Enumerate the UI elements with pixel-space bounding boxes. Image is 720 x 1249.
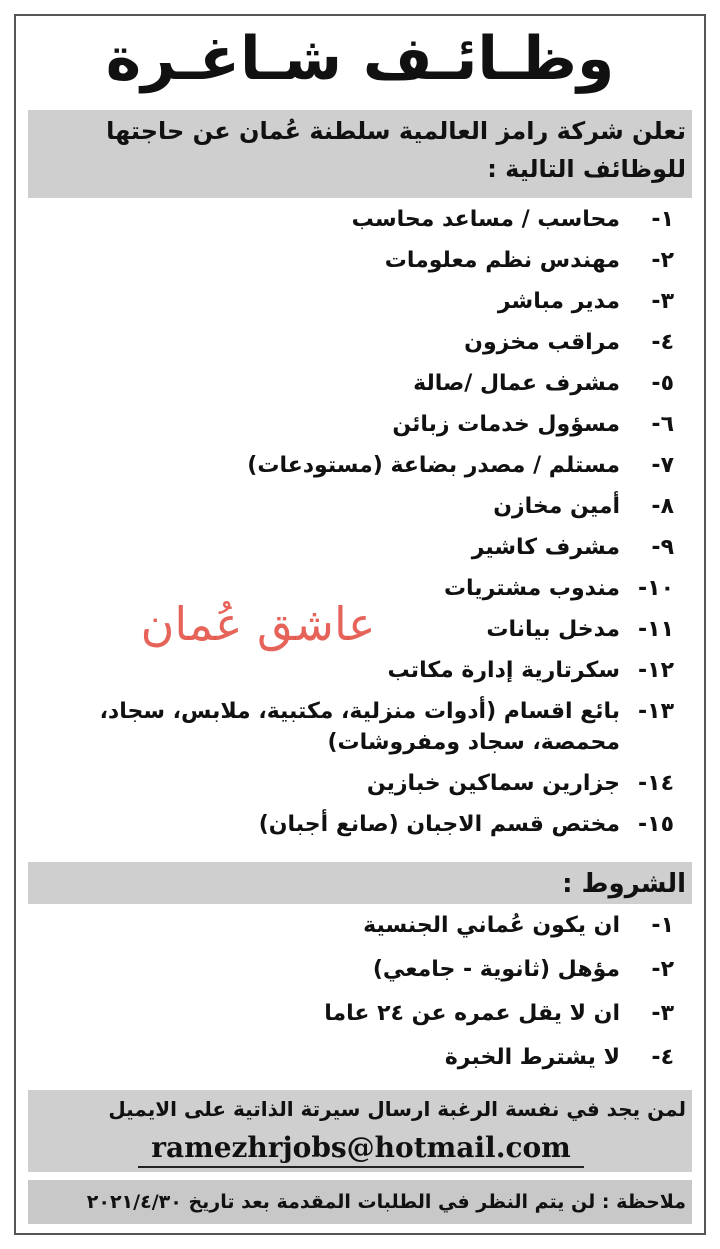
job-title: مشرف كاشير: [471, 535, 620, 560]
job-number: ١٠-: [638, 576, 674, 601]
condition-text: مؤهل (ثانوية - جامعي): [372, 957, 620, 982]
condition-text: لا يشترط الخبرة: [444, 1045, 620, 1070]
condition-text: ان يكون عُماني الجنسية: [363, 913, 620, 938]
job-number: ١-: [651, 207, 674, 232]
job-title: جزارين سماكين خبازين: [366, 771, 620, 796]
condition-item: [30, 954, 680, 985]
email-link[interactable]: ramezhrjobs@hotmail.com: [151, 1131, 571, 1164]
job-number: ٢-: [651, 248, 674, 273]
job-number: ٦-: [651, 412, 674, 437]
job-number: ٨-: [651, 494, 674, 519]
job-number: ٥-: [651, 371, 674, 396]
condition-item: [30, 998, 680, 1029]
job-title: مندوب مشتريات: [443, 576, 620, 601]
job-number: ٩-: [651, 535, 674, 560]
job-item: [30, 696, 680, 758]
job-number: ٤-: [651, 330, 674, 355]
job-number: ١٢-: [638, 658, 674, 683]
job-item: [30, 450, 680, 481]
job-number: ١١-: [638, 617, 674, 642]
watermark-text: عاشق عُمان: [140, 597, 376, 651]
job-number: ١٥-: [638, 812, 674, 837]
job-item: [30, 768, 680, 799]
job-item: [30, 245, 680, 276]
job-item: [30, 573, 680, 604]
job-item: [30, 614, 680, 645]
deadline-note: ملاحظة : لن يتم النظر في الطلبات المقدمة بعد تاريخ ٢٠٢١/٤/٣٠: [86, 1191, 686, 1213]
condition-number: ٢-: [651, 957, 674, 982]
condition-number: ٤-: [651, 1045, 674, 1070]
job-title: مدير مباشر: [497, 289, 620, 314]
intro-text: تعلن شركة رامز العالمية سلطنة عُمان عن حاجتها للوظائف التالية :: [106, 117, 686, 183]
job-title: محاسب / مساعد محاسب: [351, 207, 620, 232]
job-item: [30, 327, 680, 358]
job-title: مراقب مخزون: [464, 330, 620, 355]
job-item: [30, 286, 680, 317]
condition-number: ١-: [651, 913, 674, 938]
job-title: مسؤول خدمات زبائن: [392, 412, 620, 437]
job-item: [30, 655, 680, 686]
job-title: مشرف عمال /صالة: [413, 371, 620, 396]
job-number: ١٤-: [638, 771, 674, 796]
job-title: مستلم / مصدر بضاعة (مستودعات): [247, 453, 620, 478]
job-item: [30, 204, 680, 235]
job-title: سكرتارية إدارة مكاتب: [387, 658, 620, 683]
apply-text: لمن يجد في نفسة الرغبة ارسال سيرتة الذاتية على الايميل: [108, 1097, 686, 1121]
job-number: ٣-: [651, 289, 674, 314]
job-title: مدخل بيانات: [486, 617, 620, 642]
job-title: أمين مخازن: [493, 494, 620, 519]
job-number: ١٣-: [638, 699, 674, 724]
job-item: [30, 409, 680, 440]
job-item: [30, 491, 680, 522]
job-item: [30, 809, 680, 840]
job-item: [30, 368, 680, 399]
condition-text: ان لا يقل عمره عن ٢٤ عاما: [324, 1001, 620, 1026]
job-title: بائع اقسام (أدوات منزلية، مكتبية، ملابس، سجاد، محمصة، سجاد ومفروشات): [99, 699, 620, 755]
condition-item: [30, 1042, 680, 1073]
job-number: ٧-: [651, 453, 674, 478]
conditions-heading: الشروط :: [562, 869, 686, 899]
email-underline: [138, 1166, 584, 1168]
conditions-list: [30, 910, 680, 1086]
job-title: مختص قسم الاجبان (صانع أجبان): [258, 812, 620, 837]
job-title: مهندس نظم معلومات: [384, 248, 620, 273]
job-item: [30, 532, 680, 563]
condition-number: ٣-: [651, 1001, 674, 1026]
condition-item: [30, 910, 680, 941]
jobs-list: [30, 204, 680, 850]
page-title: وظـائـف شـاغـرة: [105, 24, 615, 94]
